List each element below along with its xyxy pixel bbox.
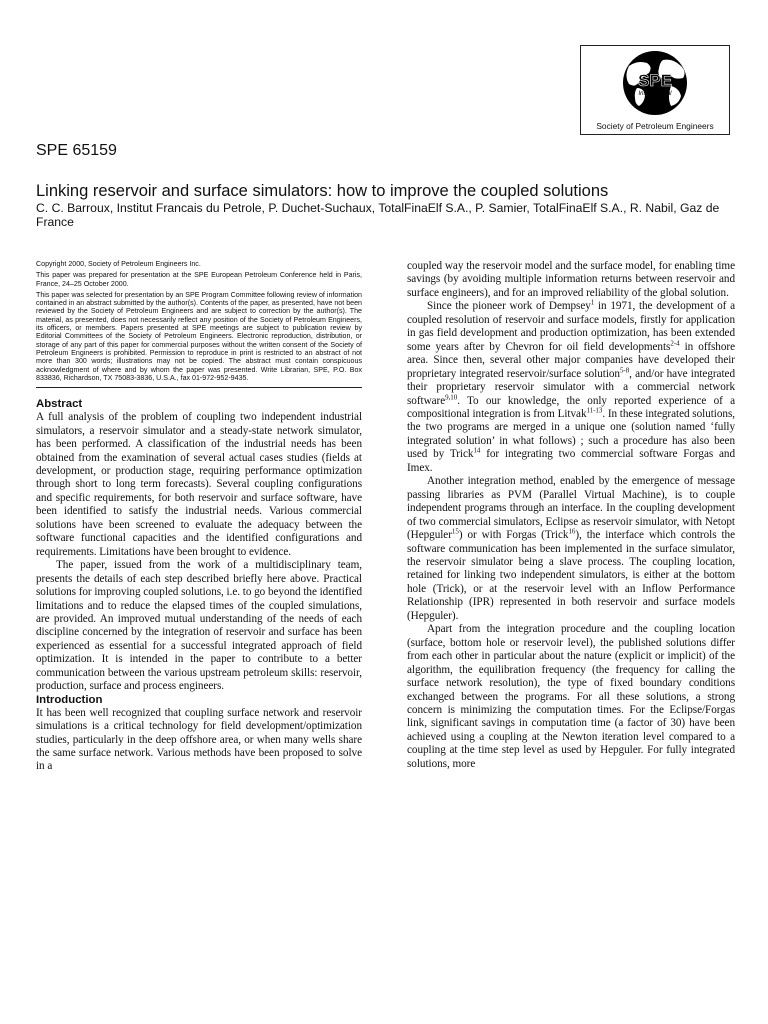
text-span: . To our knowledge, the only reported experience of a compositional integration is from Litvak xyxy=(407,394,735,420)
left-column xyxy=(36,260,362,774)
divider xyxy=(36,387,362,388)
abstract-paragraph-1: A full analysis of the problem of coupling two independent industrial simulators, a reservoir simulator and a steady-state network simulator, has been performed. A classification of the industrial needs has been obtained from the examination of several actual cases studies (fields at development, or production stage, requiring performance optimization through short to long term forecasts). Several coupling configurations and specific requirements, for both reservoir and surface software, have been identified to satisfy the industrial needs. Various commercial solutions have been screened to evaluate the adequacy between the software functional capacities and the identified configurations and requirements. Limitations have been brought to evidence. xyxy=(36,411,362,558)
right-paragraph-3: Apart from the integration procedure and the coupling location (surface, bottom hole or reservoir level), the published solutions differ from each other in particular about the nature (explicit or implicit) of the algorithm, the equilibration frequency (the frequency for calling the surface network resolution), the type of fixed boundary conditions exchanged between the programs. For all these solutions, a strong concern is minimizing the computation times. For the Eclipse/Forgas link, significant savings in computation time (a factor of 30) have been achieved using a coupling at the Newton iteration level compared to a coupling at the time step level as used by Hepguler. For fully integrated solutions, more xyxy=(407,623,735,770)
text-span: Since the pioneer work of Dempsey xyxy=(427,300,591,313)
text-span: in 1971, the development of a coupled resolution of reservoir and surface models, firstly for application in gas field development and production optimization, has been extended some years after by Chevron for oil field developments xyxy=(407,300,735,353)
globe-icon xyxy=(589,50,721,116)
paper-number: SPE 65159 xyxy=(36,142,117,159)
text-span: , and/or have integrated their proprietary reservoir simulator with a commercial network software xyxy=(407,367,735,407)
citation: 14 xyxy=(473,446,481,455)
svg-text:SPE: SPE xyxy=(637,71,673,90)
citation: 16 xyxy=(568,527,576,536)
selection-notice: This paper was selected for presentation by an SPE Program Committee following review of information contained in an abstract submitted by the author(s). Contents of the paper, as presented, have not been reviewed by the Society of Petroleum Engineers and are subject to correction by the author(s). The material, as presented, does not necessarily reflect any position of the Society of Petroleum Engineers, its officers, or members. Papers presented at SPE meetings are subject to publication review by Editorial Committees of the Society of Petroleum Engineers. Electronic reproduction, distribution, or storage of any part of this paper for commercial purposes without the written consent of the Society of Petroleum Engineers is prohibited. Permission to reproduce in print is restricted to an abstract of not more than 300 words; illustrations may not be copied. The abstract must contain conspicuous acknowledgment of where and by whom the paper was presented. Write Librarian, SPE, P.O. Box 833836, Richardson, TX 75083-3836, U.S.A., fax 01-972-952-9435. xyxy=(36,290,362,382)
citation: 1 xyxy=(590,298,595,307)
conference-notice: This paper was prepared for presentation at the SPE European Petroleum Conference held in Paris, France, 24–25 October 2000. xyxy=(36,271,362,288)
copyright-notice: Copyright 2000, Society of Petroleum Engineers Inc. xyxy=(36,260,201,268)
svg-text:International: International xyxy=(638,91,672,97)
text-span: ), the interface which controls the software communication has been implemented in the surface simulator, the reservoir simulator being a slave process. The coupling location, retained for linking two independent simulators, is either at the bottom hole (Trick), or at the reservoir level with an Inflow Performance Relationship (IPR) represented in both reservoir and surface models (Hepguler). xyxy=(407,529,735,622)
citation: 5-8 xyxy=(619,365,630,374)
author-list: C. C. Barroux, Institut Francais du Petrole, P. Duchet-Suchaux, TotalFinaElf S.A., P. Samier, TotalFinaElf S.A., R. Nabil, Gaz de France xyxy=(36,201,720,229)
right-paragraph-0: coupled way the reservoir model and the surface model, for enabling time savings (by avoiding multiple information returns between reservoir and surface engineers), and for an improved reliability of the global solution. xyxy=(407,260,735,299)
right-paragraph-2 xyxy=(407,475,735,623)
introduction-heading: Introduction xyxy=(36,693,103,706)
right-column xyxy=(407,260,735,771)
logo-org-name: Society of Petroleum Engineers xyxy=(596,121,714,131)
citation: 15 xyxy=(451,527,459,536)
spe-logo xyxy=(580,45,730,135)
right-paragraph-1 xyxy=(407,300,735,475)
text-span: . In these integrated solutions, the two programs are merged in a unique one (solution named ‘fully integrated solution’ in what follows) ; such a procedure has also been used by Trick xyxy=(407,407,735,461)
text-span: for integrating two commercial software Forgas and Imex. xyxy=(407,448,735,474)
text-span: Another integration method, enabled by the emergence of message passing libraries as PVM (Parallel Virtual Machine), is to couple independent programs through an interface. In the coupling development of two commercial simulators, Eclipse as reservoir simulator, with Netopt (Hepguler xyxy=(407,475,735,542)
paper-title: Linking reservoir and surface simulators: how to improve the coupled solutions xyxy=(36,182,609,200)
introduction-paragraph-1: It has been well recognized that coupling surface network and reservoir simulations is a critical technology for field development/optimization studies, particularly in the deep offshore area, or when many wells share the same surface network. Various methods have been proposed to solve in a xyxy=(36,706,362,773)
text-span: ) or with Forgas (Trick xyxy=(458,529,569,542)
citation: 9,10 xyxy=(445,392,458,401)
text-span: in offshore area. Since then, several other major companies have developed their proprietary integrated reservoir/surface solution xyxy=(407,340,735,380)
abstract-paragraph-2: The paper, issued from the work of a multidisciplinary team, presents the details of each step described briefly here above. Practical solutions for improving coupled solutions, i.e. to go beyond the identified limitations and to reduce the elapsed times of the coupled simulations, are provided. An improved mutual understanding of the needs of each discipline concerned by the integration of reservoir and surface has been experienced as essential for a successful integrated approach of field optimization. It is intended in the paper to contribute to a better communication between the various upstream petroleum skills: reservoir, production, surface and process engineers. xyxy=(36,559,362,693)
citation: 11-13 xyxy=(586,406,603,415)
citation: 2-4 xyxy=(670,338,680,347)
abstract-heading: Abstract xyxy=(36,398,83,411)
